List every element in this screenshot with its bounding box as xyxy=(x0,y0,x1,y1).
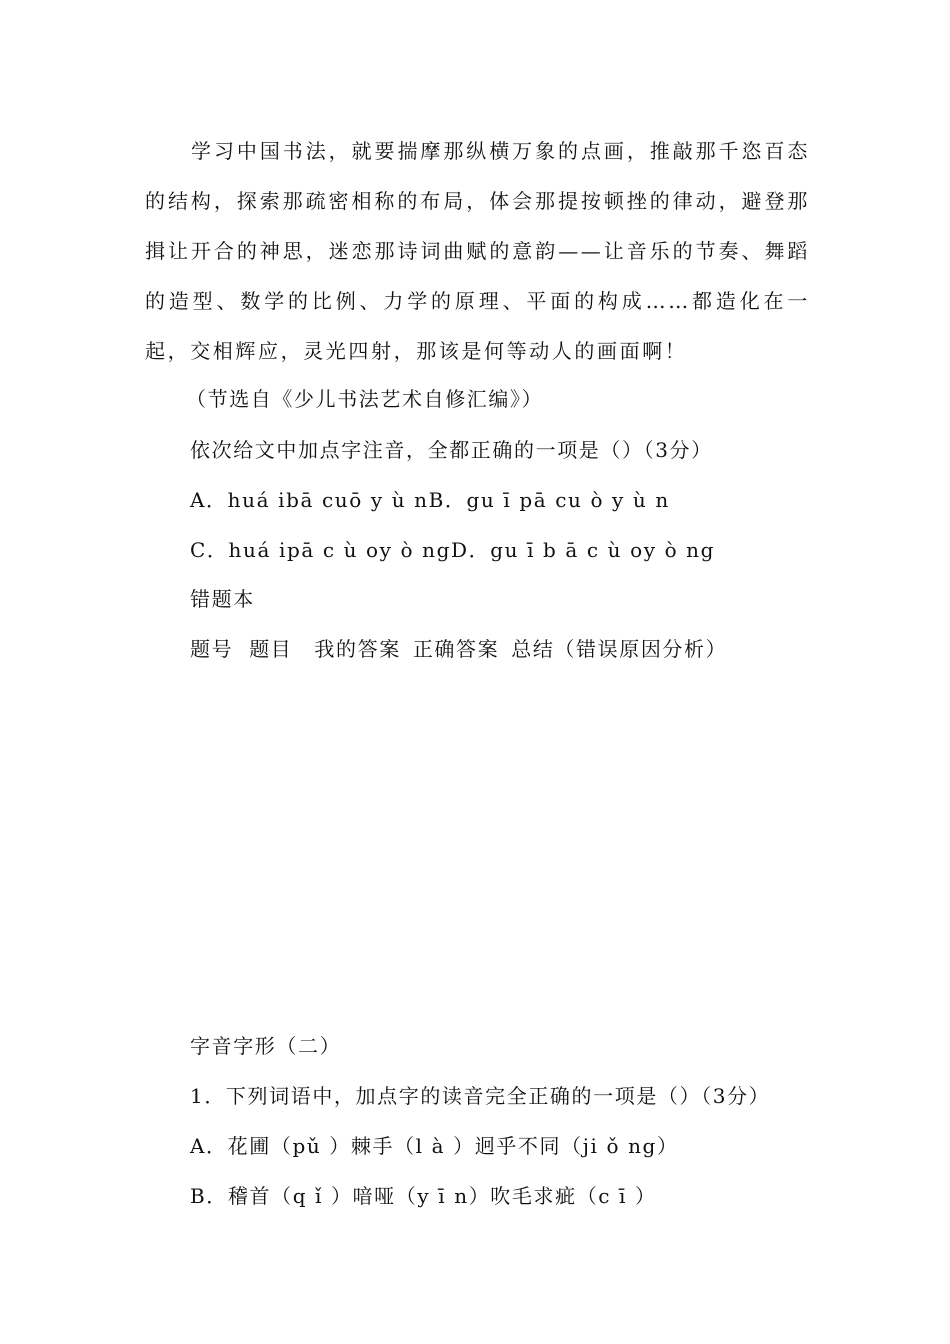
section-2-option-b: B．稽首（q ǐ ）喑哑（y ī n）吹毛求疵（c ī ） xyxy=(190,1184,657,1208)
question-1-options-ab: A．huá ibā cuō y ù nB．gu ī pā cu ò y ù n xyxy=(190,488,670,512)
error-book-header-row xyxy=(190,635,727,663)
question-1-options-cd: C．huá ipā c ù oy ò ngD．gu ī b ā c ù oy ò ng xyxy=(190,538,716,562)
section-2-question: 1．下列词语中，加点字的读音完全正确的一项是（）（3分） xyxy=(190,1084,771,1108)
header-correct-answer: 正确答案 xyxy=(412,637,500,661)
header-question-number: 题号 xyxy=(190,637,234,661)
header-my-answer: 我的答案 xyxy=(314,637,401,661)
error-book-title: 错题本 xyxy=(190,587,255,611)
question-1-prompt: 依次给文中加点字注音，全都正确的一项是（）（3分） xyxy=(190,438,713,462)
passage-source: （节选自《少儿书法艺术自修汇编》） xyxy=(186,387,544,411)
section-2-option-a: A．花圃（pǔ ）棘手（l à ）迥乎不同（ji ǒ ng） xyxy=(190,1134,679,1158)
passage-paragraph: 学习中国书法，就要揣摩那纵横万象的点画，推敲那千恣百态的结构，探索那疏密相称的布局，体会那提按顿挫的律动，避登那揖让开合的神思，迷恋那诗词曲赋的意韵——让音乐的节奏、舞蹈的造型、数学的比例、力学的原理、平面的构成……都造化在一起，交相辉应，灵光四射，那该是何等动人的画面啊！ xyxy=(145,139,810,363)
header-summary: 总结（错误原因分析） xyxy=(511,637,728,661)
section-2-title: 字音字形（二） xyxy=(190,1034,342,1058)
header-question: 题目 xyxy=(249,637,293,661)
